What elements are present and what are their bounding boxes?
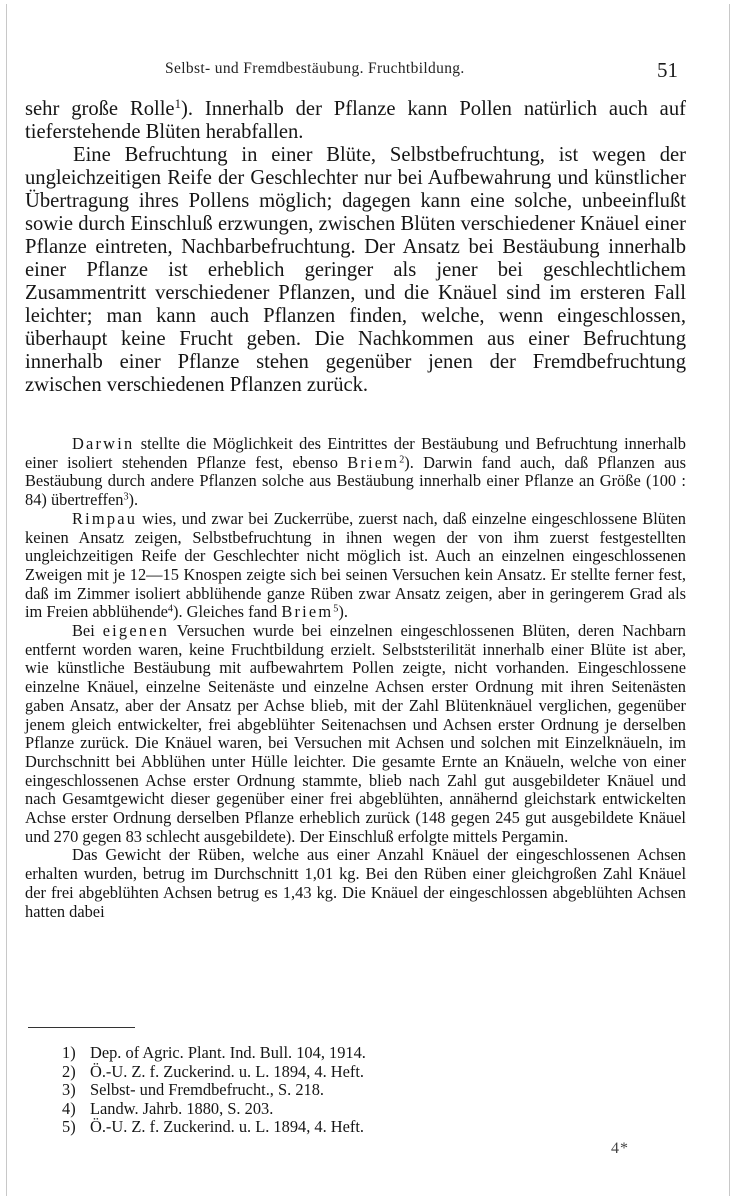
- running-header: [0, 58, 734, 84]
- author-name-briem-2: Briem: [281, 602, 334, 622]
- footnote-text: Landw. Jahrb. 1880, S. 203.: [90, 1098, 274, 1118]
- small-paragraph-eigene-text: Versuchen wurde bei einzelnen eingeschlossenen Blüten, deren Nachbarn entfernt worden waren, keine Fruchtbildung erzielt. Selbststerilität innerhalb einer Blüte ist aber, wie künstliche Bestäubung mit aufbewahrtem Pollen zeigte, nicht vorhanden. Eingeschlossene einzelne Knäuel, einzelne Seitenäste und einzelne Achsen erster Ordnung mit ihren Seitenästen gaben Ansatz, aber der Ansatz per Achse blieb, mit der Zahl Blütenknäuel verglichen, gegenüber jenem gleich entwickelter, frei abgeblühter Seitenachsen und Achsen erster Ordnung je derselben Pflanze zurück. Die Knäuel waren, bei Versuchen mit Achsen und solchen mit Einzelknäueln, im Durchschnitt bei Abblühen unter Hülle leichter. Die gesamte Ernte an Knäueln, welche von einer eingeschlossenen Achse erster Ordnung stammte, blieb nach Zahl gut ausgebildeter Knäuel und nach Gesamtgewicht dieser gegenüber einer frei abgeblühten, annähernd gleichstark entwickelten Achse erster Ordnung derselben Pflanze erheblich zurück (148 gegen 245 gut ausgebildete Knäuel und 270 gegen 83 schlecht ausgebildete). Der Einschluß erfolgte mittels Pergamin.: [25, 621, 687, 846]
- emphasis-eigenen: eigenen: [102, 621, 170, 641]
- footnote-ref-1: 1: [174, 96, 181, 111]
- small-paragraph-darwin-text: stellte die Möglichkeit des Eintrittes der Bestäubung und Befruchtung innerhalb einer isoliert stehenden Pflanze fest, ebenso: [25, 434, 686, 472]
- small-paragraph-gewicht: Das Gewicht der Rüben, welche aus einer Anzahl Knäuel der eingeschlossenen Achsen erhalten wurden, betrug im Durchschnitt 1,01 kg. Bei den Rüben einer gleichgroßen Zahl Knäuel der frei abgeblühten Achsen betrug es 1,43 kg. Die Knäuel der eingeschlossen abgeblühten Achsen hatten dabei: [25, 845, 686, 921]
- author-name-briem: Briem: [347, 452, 400, 472]
- footnote-ref-4: 4: [167, 603, 173, 615]
- footnote-ref-3: 3: [123, 491, 129, 503]
- footnote: [62, 1118, 622, 1137]
- footnote-mark: 1): [62, 1043, 76, 1062]
- footnote-ref-5: 5: [333, 603, 339, 615]
- page-number: 51: [657, 58, 678, 82]
- footnote: [62, 1063, 622, 1082]
- footnote-mark: 4): [62, 1098, 76, 1118]
- footnote-text: Selbst- und Fremdbefrucht., S. 218.: [90, 1080, 324, 1100]
- footnotes: [62, 1044, 622, 1137]
- main-paragraph-1: [25, 98, 686, 144]
- small-paragraph-rimpau-end: ).: [338, 602, 348, 622]
- small-paragraph-rimpau-text-cont: ). Gleiches fand: [173, 602, 282, 622]
- main-text: [25, 98, 686, 397]
- running-title: Selbst- und Fremdbestäubung. Fruchtbildung.: [165, 60, 465, 77]
- footnote-ref-2: 2: [399, 454, 405, 466]
- small-paragraph-rimpau-text: wies, und zwar bei Zuckerrübe, zuerst nach, daß einzelne eingeschlossene Blüten keinen Ansatz zeigen, Selbstbefruchtung in ihnen wegen der von ihm zuerst festgestellten ungleichzeitigen Reife der Geschlechter nicht möglich ist. Auch an einzelnen eingeschlossenen Zweigen mit je 12—15 Knospen zeigte sich bei seinen Versuchen kein Ansatz. Er stellte ferner fest, daß im Zimmer isoliert abblühende ganze Rüben zwar Ansatz zeigen, aber in geringerem Grad als im Freien abblühende: [25, 508, 686, 622]
- footnote: [62, 1100, 622, 1119]
- main-paragraph-2: Eine Befruchtung in einer Blüte, Selbstbefruchtung, ist wegen der ungleichzeitigen Reife der Geschlechter nur bei Aufbewahrung und künstlicher Übertragung ihres Pollens möglich; dagegen kann eine solche, unbeeinflußt sowie durch Einschluß erzwungen, zwischen Blüten verschiedener Knäuel einer Pflanze eintreten, Nachbarbefruchtung. Der Ansatz bei Bestäubung innerhalb einer Pflanze ist erheblich geringer als jener bei geschlechtlichem Zusammentritt verschiedener Pflanzen, und die Knäuel sind im ersteren Fall leichter; man kann auch Pflanzen finden, welche, wenn eingeschlossen, überhaupt keine Frucht geben. Die Nachkommen aus einer Befruchtung innerhalb einer Pflanze stehen gegenüber jenen der Fremdbefruchtung zwischen verschiedenen Pflanzen zurück.: [25, 144, 686, 396]
- small-paragraph-eigene-start: Bei: [72, 621, 103, 641]
- footnote-text: Ö.-U. Z. f. Zuckerind. u. L. 1894, 4. Heft.: [90, 1061, 365, 1081]
- footnote-text: Ö.-U. Z. f. Zuckerind. u. L. 1894, 4. Heft.: [90, 1117, 365, 1137]
- footnote-mark: 3): [62, 1080, 76, 1100]
- footnote-mark: 2): [62, 1061, 76, 1081]
- small-paragraph-darwin-text-cont: ). Darwin fand auch, daß Pflanzen aus Bestäubung durch andere Pflanzen solche aus Bestäubung innerhalb einer Pflanze an Größe (100 : 84) übertreffen: [25, 452, 686, 510]
- footnote: [62, 1044, 622, 1063]
- small-paragraph-eigene: [25, 622, 686, 846]
- small-paragraph-rimpau: [25, 510, 686, 622]
- small-paragraph-darwin-end: ).: [128, 490, 139, 510]
- main-paragraph-1-text-cont: ). Innerhalb der Pflanze kann Pollen natürlich auch auf tieferstehende Blüten herabfallen.: [25, 98, 686, 143]
- small-paragraph-darwin: [25, 435, 686, 510]
- author-name-rimpau: Rimpau: [72, 508, 138, 528]
- sheet-signature: 4*: [611, 1140, 629, 1157]
- footnote-text: Dep. of Agric. Plant. Ind. Bull. 104, 1914.: [90, 1043, 366, 1062]
- footnote-divider: [28, 1027, 135, 1028]
- author-name-darwin: Darwin: [72, 434, 135, 453]
- main-paragraph-1-text: sehr große Rolle: [25, 98, 175, 120]
- small-print-section: [25, 435, 686, 921]
- footnote-mark: 5): [62, 1117, 76, 1137]
- footnote: [62, 1081, 622, 1100]
